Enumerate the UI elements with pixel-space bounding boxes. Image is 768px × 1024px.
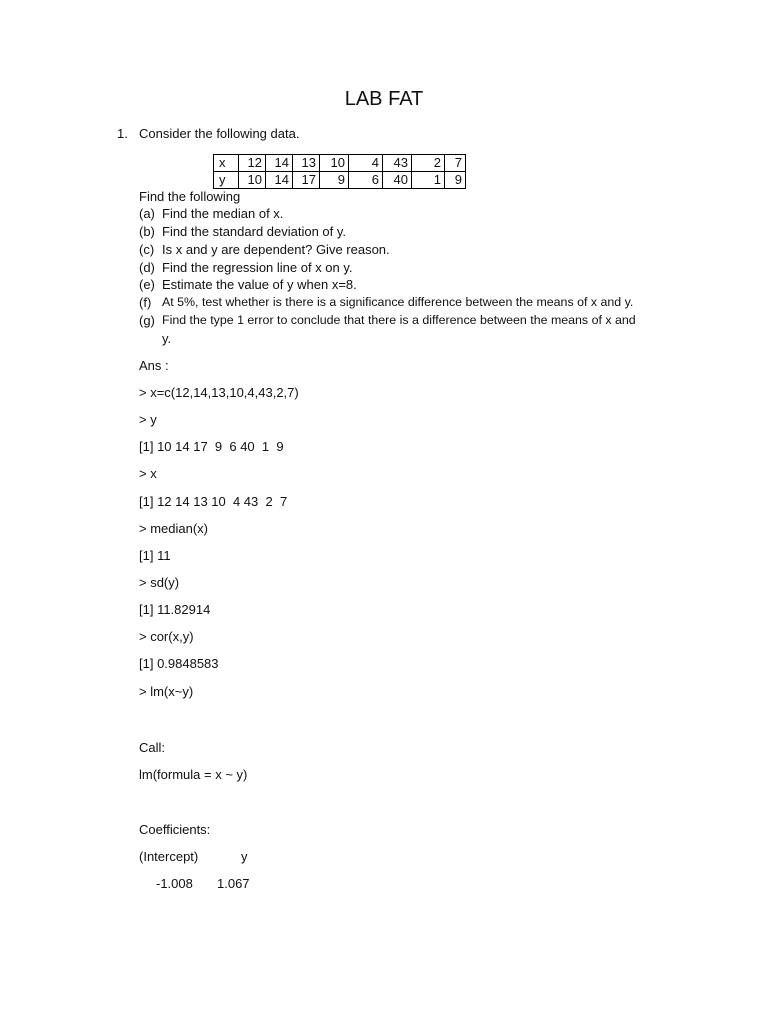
table-cell: 40 [383, 172, 412, 189]
table-cell: 9 [445, 172, 466, 189]
console-line: Call: [139, 740, 166, 755]
coef-intercept-label: (Intercept) [139, 849, 199, 864]
console-line: > y [139, 412, 157, 427]
coef-intercept-value: -1.008 [156, 876, 193, 891]
part-a-text: Find the median of x. [162, 206, 284, 221]
console-line: [1] 10 14 17 9 6 40 1 9 [139, 439, 284, 454]
console-line: > sd(y) [139, 575, 180, 590]
coef-y-label: y [241, 849, 248, 864]
answer-heading: Ans : [139, 358, 169, 373]
table-cell: 9 [320, 172, 349, 189]
console-line: Coefficients: [139, 822, 211, 837]
table-cell: 13 [293, 155, 320, 172]
console-line: [1] 12 14 13 10 4 43 2 7 [139, 494, 288, 509]
table-cell: 2 [412, 155, 445, 172]
console-line: [1] 11 [139, 548, 171, 563]
table-cell: 10 [239, 172, 266, 189]
table-cell: 14 [266, 172, 293, 189]
console-line: > median(x) [139, 521, 208, 536]
table-cell: 7 [445, 155, 466, 172]
part-g-label: (g) [139, 313, 155, 328]
table-row-y [214, 172, 466, 189]
question-number: 1. [117, 126, 128, 141]
part-c-label: (c) [139, 242, 155, 257]
part-e-label: (e) [139, 277, 155, 292]
table-cell: y [214, 172, 239, 189]
part-b-label: (b) [139, 224, 155, 239]
console-line: > lm(x~y) [139, 684, 194, 699]
part-g-continuation: y. [162, 331, 172, 346]
part-e-text: Estimate the value of y when x=8. [162, 277, 357, 292]
console-line: [1] 11.82914 [139, 602, 211, 617]
table-row-x [214, 155, 466, 172]
table-cell: x [214, 155, 239, 172]
table-cell: 4 [349, 155, 383, 172]
part-a-label: (a) [139, 206, 155, 221]
part-g-text: Find the type 1 error to conclude that there is a difference between the means of x and [162, 313, 636, 327]
part-b-text: Find the standard deviation of y. [162, 224, 347, 239]
console-line: > cor(x,y) [139, 629, 194, 644]
table-cell: 17 [293, 172, 320, 189]
data-table [213, 154, 466, 189]
table-cell: 1 [412, 172, 445, 189]
part-f-text: At 5%, test whether is there is a significance difference between the means of x and y. [162, 295, 634, 309]
table-cell: 12 [239, 155, 266, 172]
part-f-label: (f) [139, 295, 152, 310]
console-line: lm(formula = x ~ y) [139, 767, 248, 782]
part-d-label: (d) [139, 260, 155, 275]
console-line: > x [139, 466, 157, 481]
page-title: LAB FAT [344, 88, 424, 110]
table-cell: 6 [349, 172, 383, 189]
table-cell: 43 [383, 155, 412, 172]
part-c-text: Is x and y are dependent? Give reason. [162, 242, 390, 257]
question-text: Consider the following data. [139, 126, 300, 141]
table-cell: 14 [266, 155, 293, 172]
find-heading: Find the following [139, 189, 241, 204]
console-line: > x=c(12,14,13,10,4,43,2,7) [139, 385, 299, 400]
coef-y-value: 1.067 [217, 876, 250, 891]
console-line: [1] 0.9848583 [139, 656, 219, 671]
part-d-text: Find the regression line of x on y. [162, 260, 353, 275]
table-cell: 10 [320, 155, 349, 172]
